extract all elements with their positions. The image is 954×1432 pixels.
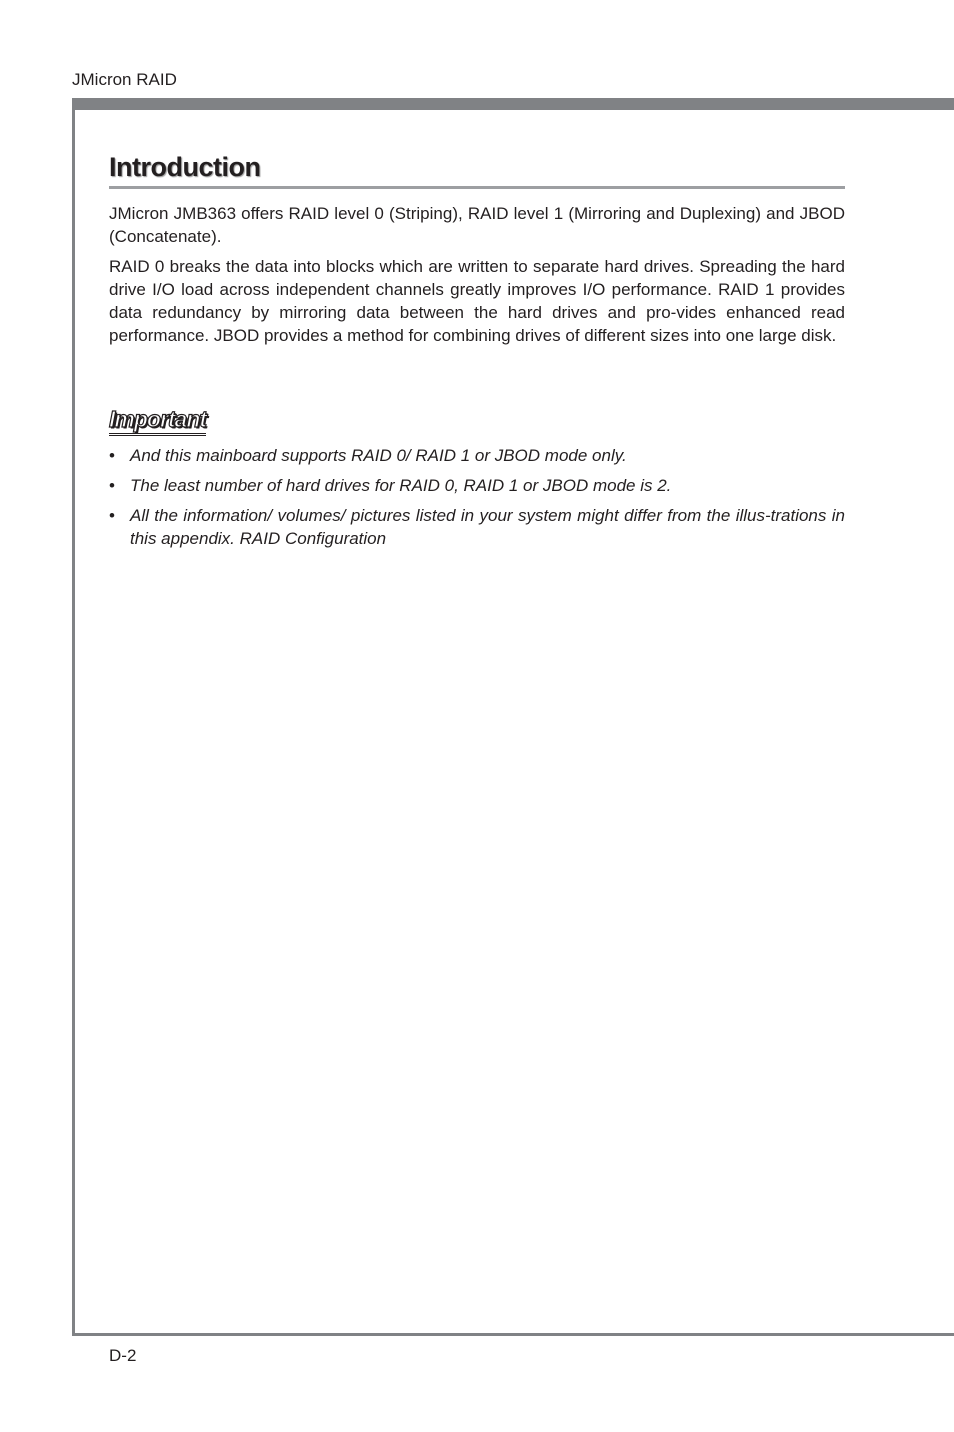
intro-paragraph-1: JMicron JMB363 offers RAID level 0 (Striping), RAID level 1 (Mirroring and Duplexing) and JBOD (Concatenate). [109, 204, 845, 246]
list-item [109, 474, 845, 497]
section-title: Introduction [109, 150, 845, 189]
page-frame-left-rule [72, 98, 75, 1336]
list-item [109, 444, 845, 467]
running-header: JMicron RAID [72, 70, 177, 89]
list-item [109, 504, 845, 550]
bullet-icon: • [109, 446, 115, 465]
intro-paragraph-2: RAID 0 breaks the data into blocks which are written to separate hard drives. Spreading the hard drive I/O load across independent channels greatly improves I/O performance. RAID 1 provides data redundancy by mirroring data between the hard drives and pro-vides enhanced read performance. JBOD provides a method for combining drives of different sizes into one large disk. [109, 257, 845, 345]
important-heading [109, 406, 206, 436]
page-frame-bottom-rule [72, 1333, 954, 1336]
page-number: D-2 [109, 1346, 137, 1365]
important-note-2: The least number of hard drives for RAID 0, RAID 1 or JBOD mode is 2. [130, 476, 672, 495]
important-label: Important [109, 406, 207, 432]
bullet-icon: • [109, 476, 115, 495]
bullet-icon: • [109, 506, 115, 525]
header-rule [72, 98, 954, 110]
important-notes-list [109, 444, 845, 550]
important-note-3: All the information/ volumes/ pictures listed in your system might differ from the illus-trations in this appendix. RAID Configuration [130, 506, 845, 548]
important-note-1: And this mainboard supports RAID 0/ RAID 1 or JBOD mode only. [130, 446, 627, 465]
page-content [109, 150, 845, 557]
